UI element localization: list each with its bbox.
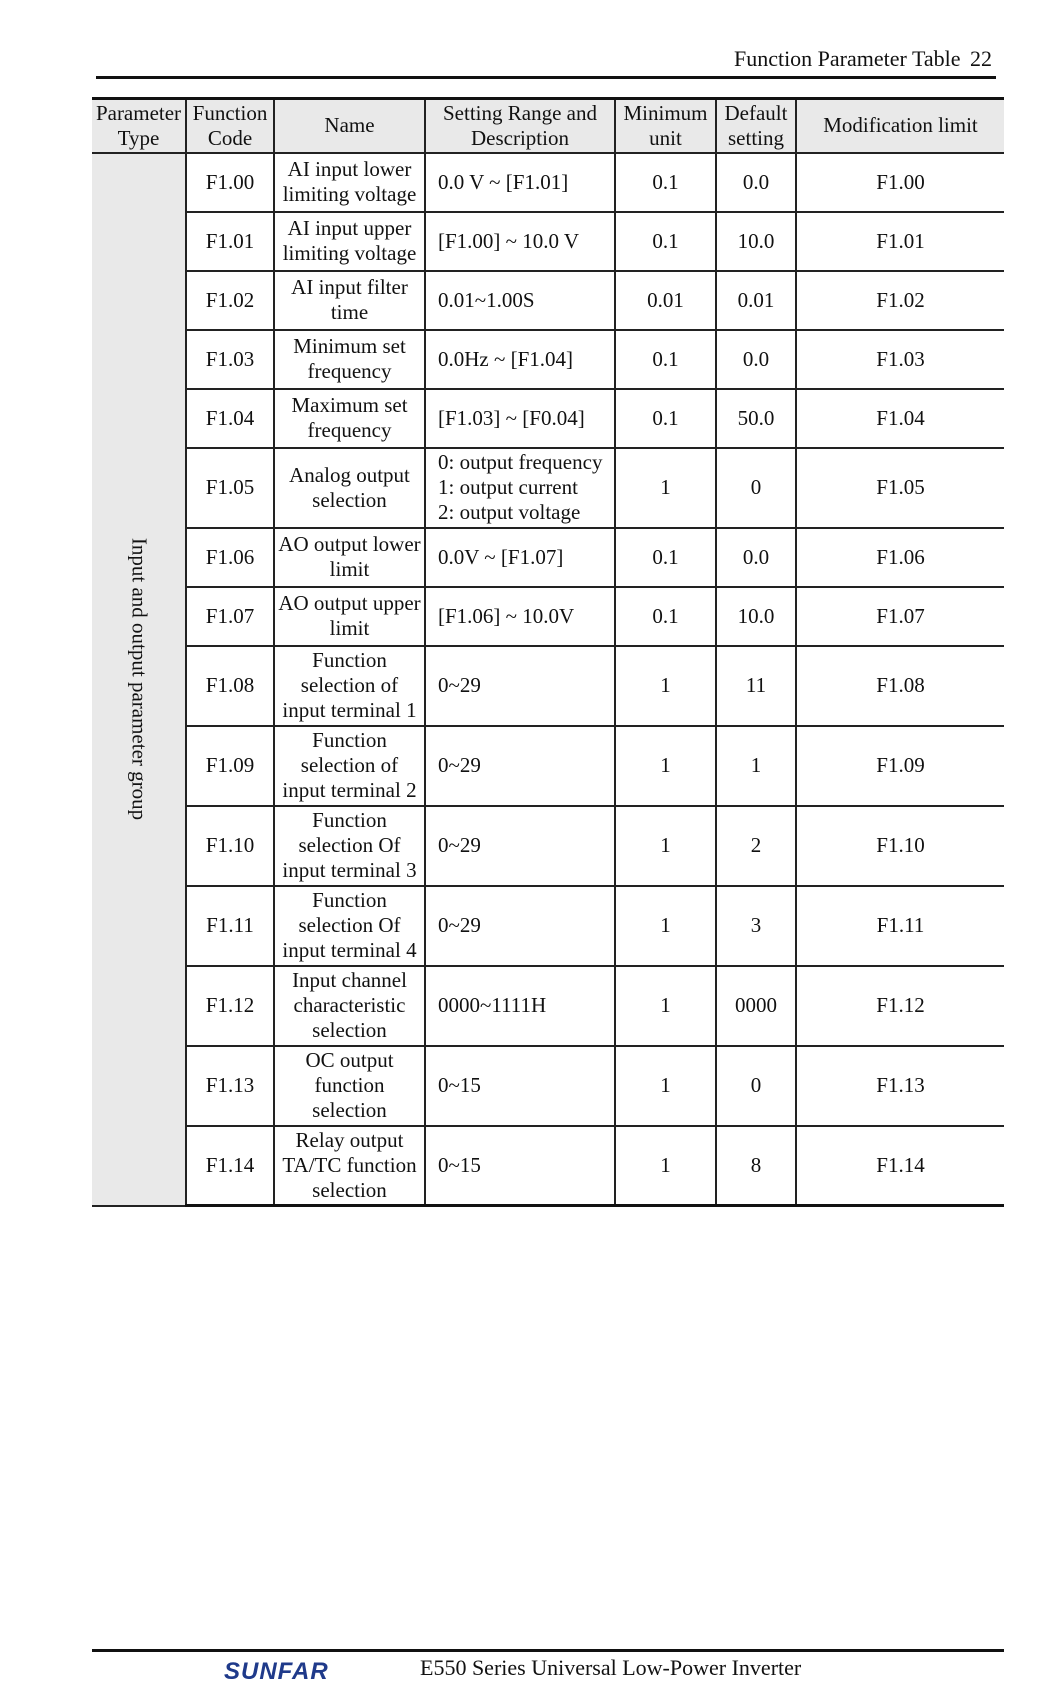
modification-limit: F1.09 (796, 726, 1004, 806)
minimum-unit: 1 (615, 1126, 716, 1206)
table-row (92, 966, 1004, 1046)
default-setting: 10.0 (716, 587, 796, 646)
function-code: F1.14 (186, 1126, 274, 1206)
function-code: F1.06 (186, 528, 274, 587)
parameter-name: Function selection Of input terminal 3 (274, 806, 425, 886)
parameter-group-cell (92, 153, 186, 1206)
minimum-unit: 0.1 (615, 212, 716, 271)
parameter-name: AO output upper limit (274, 587, 425, 646)
modification-limit: F1.00 (796, 153, 1004, 212)
minimum-unit: 1 (615, 726, 716, 806)
modification-limit: F1.06 (796, 528, 1004, 587)
modification-limit: F1.03 (796, 330, 1004, 389)
parameter-group-label: Input and output parameter group (127, 537, 151, 821)
minimum-unit: 0.1 (615, 587, 716, 646)
setting-range: [F1.00] ~ 10.0 V (425, 212, 615, 271)
function-code: F1.03 (186, 330, 274, 389)
setting-range: 0~29 (425, 886, 615, 966)
minimum-unit: 1 (615, 646, 716, 726)
function-code: F1.09 (186, 726, 274, 806)
parameter-name: Input channel characteristic selection (274, 966, 425, 1046)
function-code: F1.02 (186, 271, 274, 330)
default-setting: 0 (716, 1046, 796, 1126)
modification-limit: F1.02 (796, 271, 1004, 330)
table-row (92, 806, 1004, 886)
setting-range: 0000~1111H (425, 966, 615, 1046)
function-code: F1.01 (186, 212, 274, 271)
default-setting: 2 (716, 806, 796, 886)
minimum-unit: 1 (615, 806, 716, 886)
table-row (92, 1046, 1004, 1126)
setting-range-line: 2: output voltage (438, 500, 581, 524)
col-header-minimum-unit: Minimum unit (615, 99, 716, 153)
parameter-name: AO output lower limit (274, 528, 425, 587)
col-header-default-setting: Default setting (716, 99, 796, 153)
default-setting: 0 (716, 448, 796, 528)
modification-limit: F1.07 (796, 587, 1004, 646)
minimum-unit: 0.1 (615, 528, 716, 587)
minimum-unit: 0.1 (615, 389, 716, 448)
function-code: F1.12 (186, 966, 274, 1046)
modification-limit: F1.08 (796, 646, 1004, 726)
function-code: F1.10 (186, 806, 274, 886)
parameter-name: Function selection Of input terminal 4 (274, 886, 425, 966)
minimum-unit: 0.1 (615, 153, 716, 212)
page-number: 22 (970, 46, 992, 71)
modification-limit: F1.13 (796, 1046, 1004, 1126)
setting-range-line: 1: output current (438, 475, 578, 499)
setting-range: 0.0V ~ [F1.07] (425, 528, 615, 587)
table-row (92, 330, 1004, 389)
modification-limit: F1.14 (796, 1126, 1004, 1206)
default-setting: 10.0 (716, 212, 796, 271)
setting-range: 0.01~1.00S (425, 271, 615, 330)
table-row (92, 271, 1004, 330)
function-code: F1.04 (186, 389, 274, 448)
default-setting: 0000 (716, 966, 796, 1046)
minimum-unit: 1 (615, 966, 716, 1046)
table-row (92, 448, 1004, 528)
minimum-unit: 0.01 (615, 271, 716, 330)
header-title: Function Parameter Table (733, 46, 961, 71)
default-setting: 0.0 (716, 528, 796, 587)
modification-limit: F1.04 (796, 389, 1004, 448)
table-header-row (92, 99, 1004, 153)
logo-wordmark: SUNFAR (224, 1658, 329, 1685)
minimum-unit: 1 (615, 886, 716, 966)
parameter-name: Function selection of input terminal 1 (274, 646, 425, 726)
table-row (92, 1126, 1004, 1206)
table-row (92, 886, 1004, 966)
col-header-parameter-type: Parameter Type (92, 99, 186, 153)
function-code: F1.13 (186, 1046, 274, 1126)
col-header-name: Name (274, 99, 425, 153)
minimum-unit: 0.1 (615, 330, 716, 389)
col-header-modification-limit: Modification limit (796, 99, 1004, 153)
table-row (92, 646, 1004, 726)
page-header (96, 44, 996, 74)
function-code: F1.07 (186, 587, 274, 646)
setting-range: 0~15 (425, 1046, 615, 1126)
col-header-function-code: Function Code (186, 99, 274, 153)
default-setting: 0.0 (716, 330, 796, 389)
setting-range: [F1.06] ~ 10.0V (425, 587, 615, 646)
footer-title: E550 Series Universal Low-Power Inverter (420, 1655, 802, 1680)
parameter-name: OC output function selection (274, 1046, 425, 1126)
table-row (92, 212, 1004, 271)
parameter-name: AI input filter time (274, 271, 425, 330)
setting-range: 0.0Hz ~ [F1.04] (425, 330, 615, 389)
setting-range: 0~29 (425, 646, 615, 726)
parameter-name: Analog output selection (274, 448, 425, 528)
parameter-name: Relay output TA/TC function selection (274, 1126, 425, 1206)
modification-limit: F1.12 (796, 966, 1004, 1046)
header-rule (96, 76, 996, 79)
setting-range: 0~15 (425, 1126, 615, 1206)
parameter-name: Minimum set frequency (274, 330, 425, 389)
setting-range-line: 0: output frequency (438, 450, 603, 474)
parameter-name: AI input lower limiting voltage (274, 153, 425, 212)
function-code: F1.05 (186, 448, 274, 528)
function-code: F1.11 (186, 886, 274, 966)
function-code: F1.00 (186, 153, 274, 212)
default-setting: 11 (716, 646, 796, 726)
modification-limit: F1.05 (796, 448, 1004, 528)
table-row (92, 389, 1004, 448)
minimum-unit: 1 (615, 448, 716, 528)
default-setting: 8 (716, 1126, 796, 1206)
table-row (92, 153, 1004, 212)
parameter-name: Maximum set frequency (274, 389, 425, 448)
parameter-table (92, 97, 1004, 1207)
setting-range: 0~29 (425, 806, 615, 886)
table-row (92, 726, 1004, 806)
function-code: F1.08 (186, 646, 274, 726)
setting-range: 0.0 V ~ [F1.01] (425, 153, 615, 212)
parameter-name: AI input upper limiting voltage (274, 212, 425, 271)
default-setting: 0.01 (716, 271, 796, 330)
col-header-setting-range: Setting Range and Description (425, 99, 615, 153)
setting-range: [F1.03] ~ [F0.04] (425, 389, 615, 448)
modification-limit: F1.01 (796, 212, 1004, 271)
default-setting: 1 (716, 726, 796, 806)
setting-range (425, 448, 615, 528)
minimum-unit: 1 (615, 1046, 716, 1126)
default-setting: 3 (716, 886, 796, 966)
table-row (92, 587, 1004, 646)
modification-limit: F1.11 (796, 886, 1004, 966)
sunfar-logo (222, 1655, 332, 1685)
setting-range: 0~29 (425, 726, 615, 806)
default-setting: 50.0 (716, 389, 796, 448)
modification-limit: F1.10 (796, 806, 1004, 886)
default-setting: 0.0 (716, 153, 796, 212)
table-row (92, 528, 1004, 587)
parameter-name: Function selection of input terminal 2 (274, 726, 425, 806)
